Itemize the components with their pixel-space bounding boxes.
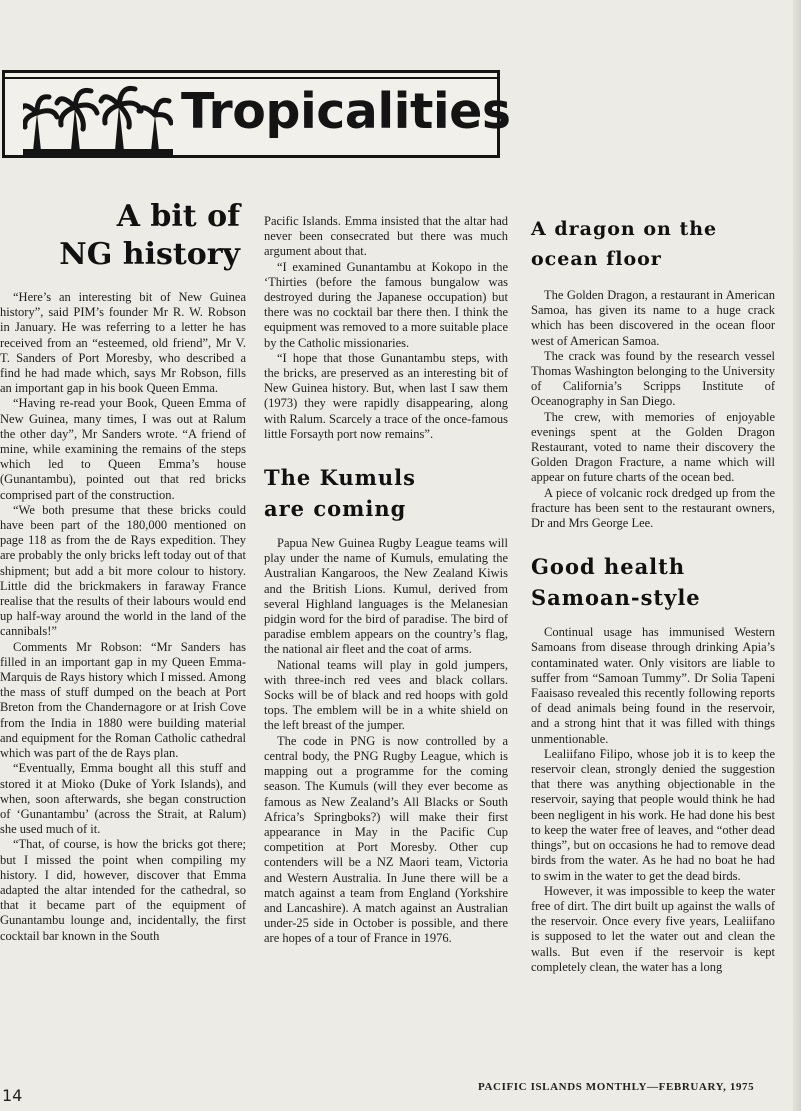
heading-line: Samoan-style [531,585,701,611]
column-3 [531,214,775,975]
paragraph: Papua New Guinea Rugby League teams will play under the name of Kumuls, emulating the Australian Kangaroos, the New Zealand Kiwis and the British Lions. Kumul, derived from several Highland languages is the Melanesian pidgin word for the bird of paradise. The bird of paradise emblem appears on the country’s flag, the national air fleet and the coat of arms. [264,536,508,657]
paragraph: “That, of course, is how the bricks got there; but I missed the point when compiling my history. I did, however, discover that Emma adapted the altar intended for the cathedral, so that it became part of the equipment of Gunantambu lounge and, incidentally, the first cocktail bar known in the South [0,837,246,943]
paragraph: Continual usage has immunised Western Samoans from disease through drinking Apia’s contaminated water. Only visitors are liable to suffer from “Samoan Tummy”. Dr Solia Tapeni Faaisaso revealed this recently following reports of dead animals being found in the reservoir, and a strong hint that it was filled with things unmentionable. [531,625,775,746]
section-banner [2,70,511,158]
paragraph: “Eventually, Emma bought all this stuff and stored it at Mioko (Duke of York Islands), and when, soon afterwards, she began construction of ‘Gunantambu’ (across the Strait, at Ralum) she used much of it. [0,761,246,837]
paragraph: However, it was impossible to keep the water free of dirt. The dirt built up against the walls of the reservoir. Once every five years, Lealiifano is supposed to let the water out and clean the walls. But even if the reservoir is kept completely clean, the water has a long [531,883,775,974]
palm-trees-icon [23,83,173,155]
heading-line: A bit of [116,199,240,234]
paragraph: Comments Mr Robson: “Mr Sanders has filled in an important gap in my Queen Emma-Marquis de Rays history which I missed. Among the mass of stuff dumped on the beach at Port Breton from the Chandernagore or at Irish Cove from the India in 1880 were building material and equipment for the Roman Catholic cathedral which was part of the de Rays plan. [0,639,246,761]
paragraph: The crack was found by the research vessel Thomas Washington belonging to the University of California’s Scripps Institute of Oceanography in San Diego. [531,348,775,409]
article-heading-dragon [531,214,775,274]
heading-line: Good health [531,554,686,580]
paragraph: Lealiifano Filipo, whose job it is to keep the reservoir clean, strongly denied the suggestion that there was anything objectionable in the reservoir, saying that people would think he had been negligent in his work. He had done his best to keep the water free of leaves, and “other dead things”, but on occasions he had to remove dead birds from the water. As he had no boat he had to swim in the water to get the dead birds. [531,746,775,883]
article-heading-samoan-health [531,551,775,613]
heading-line: A dragon on the [531,218,718,240]
paragraph: “I examined Gunantambu at Kokopo in the ‘Thirties (before the famous bungalow was destroyed during the Japanese occupation) but there was no cocktail bar there then. I think the equipment was removed to a more suitable place by the Catholic missionaries. [264,259,509,350]
heading-line: are coming [264,496,407,522]
article-heading-kumuls [264,462,508,524]
article-heading-ng-history [0,198,246,274]
heading-line: NG history [59,237,240,272]
heading-line: The Kumuls [264,465,416,491]
paragraph-continued: Pacific Islands. Emma insisted that the altar had never been consecrated but there was much argument about that. [264,214,508,259]
paragraph: The Golden Dragon, a restaurant in American Samoa, has given its name to a huge crack which has been discovered in the ocean floor west of American Samoa. [531,288,775,348]
paragraph: “Having re-read your Book, Queen Emma of New Guinea, many times, I was out at Ralum the other day”, Mr Sanders wrote. “A friend of mine, while examining the remains of the steps which led to Queen Emma’s house (Gunantambu), pointed out that red bricks comprised part of the construction. [0,396,246,502]
page-number: 14 [2,1086,23,1105]
paragraph: “I hope that those Gunantambu steps, with the bricks, are preserved as an interesting bit of New Guinea history. But, when last I saw them (1973) they were rapidly disappearing, along with Ralum. Scarcely a trace of the once-famous little Forsayth port now remains”. [264,350,508,441]
paragraph: “We both presume that these bricks could have been part of the 180,000 mentioned on page 118 as from the de Rays expedition. They are probably the only bricks left today out of that shipment; but add a bit more colour to history. Little did the brickmakers in faraway France realise that the results of their labours would end up half-way around the world in the land of the cannibals!” [0,502,246,639]
page-fold-shadow [793,0,801,1111]
section-title: Tropicalities [181,83,511,140]
paragraph: A piece of volcanic rock dredged up from the fracture has been sent to the restaurant owners, Dr and Mrs George Lee. [531,485,775,531]
banner-top-rule [5,77,497,79]
running-title: PACIFIC ISLANDS MONTHLY—FEBRUARY, 1975 [478,1081,755,1093]
paragraph: National teams will play in gold jumpers, with three-inch red vees and black collars. Socks will be of black and red hoops with gold tops. The emblem will be in a white shield on the left breast of the jumper. [264,657,508,733]
paragraph: The crew, with memories of enjoyable evenings spent at the Golden Dragon Restaurant, voted to name their discovery the Golden Dragon Fracture, a name which will appear on future charts of the ocean bed. [531,409,775,485]
paragraph: “Here’s an interesting bit of New Guinea history”, said PIM’s founder Mr R. W. Robson in January. He was referring to a letter he has received from an “esteemed, old friend”, Mr V. T. Sanders of Port Moresby, who described a find he had made which, says Mr Robson, fills an important gap in his book Queen Emma. [0,290,246,396]
heading-line: ocean floor [531,248,662,270]
column-2 [264,214,508,947]
paragraph: The code in PNG is now controlled by a central body, the PNG Rugby League, which is mapping out a programme for the coming season. The Kumuls (will they ever become as famous as New Zealand’s All Blacks or South Africa’s Springboks?) will make their first appearance in May in the Pacific Cup competition at Port Moresby. Other cup contenders will be a NZ Maori team, Victoria and Western Australia. In June there will be a match against a team from England (Yorkshire and Lancashire). A match against an Australian under-25 side in October is possible, and there are hopes of a tour of France in 1976. [264,733,508,946]
column-1 [0,198,246,944]
